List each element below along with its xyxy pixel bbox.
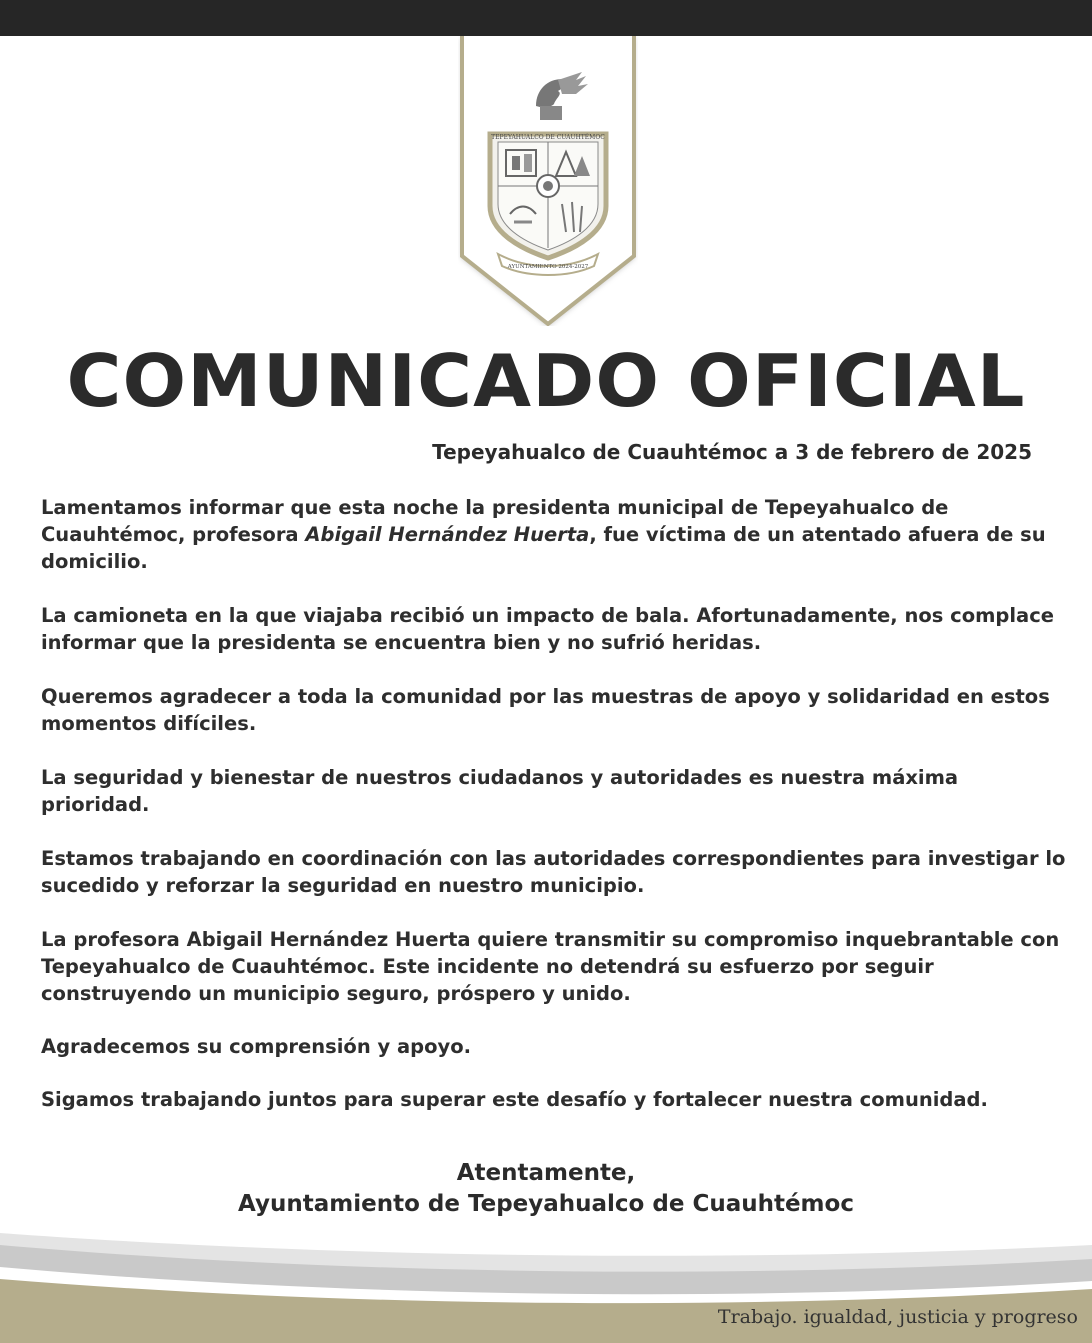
paragraph-5: Estamos trabajando en coordinación con las autoridades correspondientes para investigar lo sucedido y reforzar la seguridad en nuestro municipio. (41, 847, 1066, 897)
closing-text: Atentamente, (456, 1160, 636, 1186)
top-bar (0, 0, 1092, 36)
footer-motto: Trabajo. igualdad, justicia y progreso (717, 1306, 1078, 1328)
paragraph-4: La seguridad y bienestar de nuestros ciudadanos y autoridades es nuestra máxima prioridad. (41, 766, 959, 816)
paragraph-6: La profesora Abigail Hernández Huerta quiere transmitir su compromiso inquebrantable con Tepeyahualco de Cuauhtémoc. Este incidente no detendrá su esfuerzo por seguir construyendo un municipio seguro, próspero y unido. (41, 928, 1060, 1005)
signer-name: Ayuntamiento de Tepeyahualco de Cuauhtémoc (238, 1191, 854, 1217)
paragraph-1 (41, 494, 1066, 575)
crest-ribbon-text: AYUNTAMIENTO 2024-2027 (507, 264, 589, 270)
document-title: COMUNICADO OFICIAL (66, 339, 1026, 423)
crest-emblem-icon (458, 36, 638, 326)
paragraph-8: Sigamos trabajando juntos para superar este desafío y fortalecer nuestra comunidad. (41, 1088, 988, 1111)
paragraph-3: Queremos agradecer a toda la comunidad por las muestras de apoyo y solidaridad en estos momentos difíciles. (41, 685, 1050, 735)
paragraph-1-end: , fue víctima de un atentado afuera de su domicilio. (41, 523, 1046, 573)
signoff (0, 1158, 1092, 1220)
paragraph-1-intro: Lamentamos informar que esta noche la presidenta municipal de Tepeyahualco de Cuauhtémoc, profesora (41, 496, 949, 546)
statement-body (41, 494, 1066, 1140)
crest-ring-text: TEPEYAHUALCO DE CUAUHTÉMOC (491, 134, 605, 141)
paragraph-2: La camioneta en la que viajaba recibió un impacto de bala. Afortunadamente, nos complace informar que la presidenta se encuentra bien y no sufrió heridas. (41, 604, 1054, 654)
municipal-crest-banner (458, 36, 638, 326)
dateline: Tepeyahualco de Cuauhtémoc a 3 de febrero de 2025 (432, 440, 1032, 464)
paragraph-7: Agradecemos su comprensión y apoyo. (41, 1035, 472, 1058)
president-name: Abigail Hernández Huerta (305, 523, 590, 546)
